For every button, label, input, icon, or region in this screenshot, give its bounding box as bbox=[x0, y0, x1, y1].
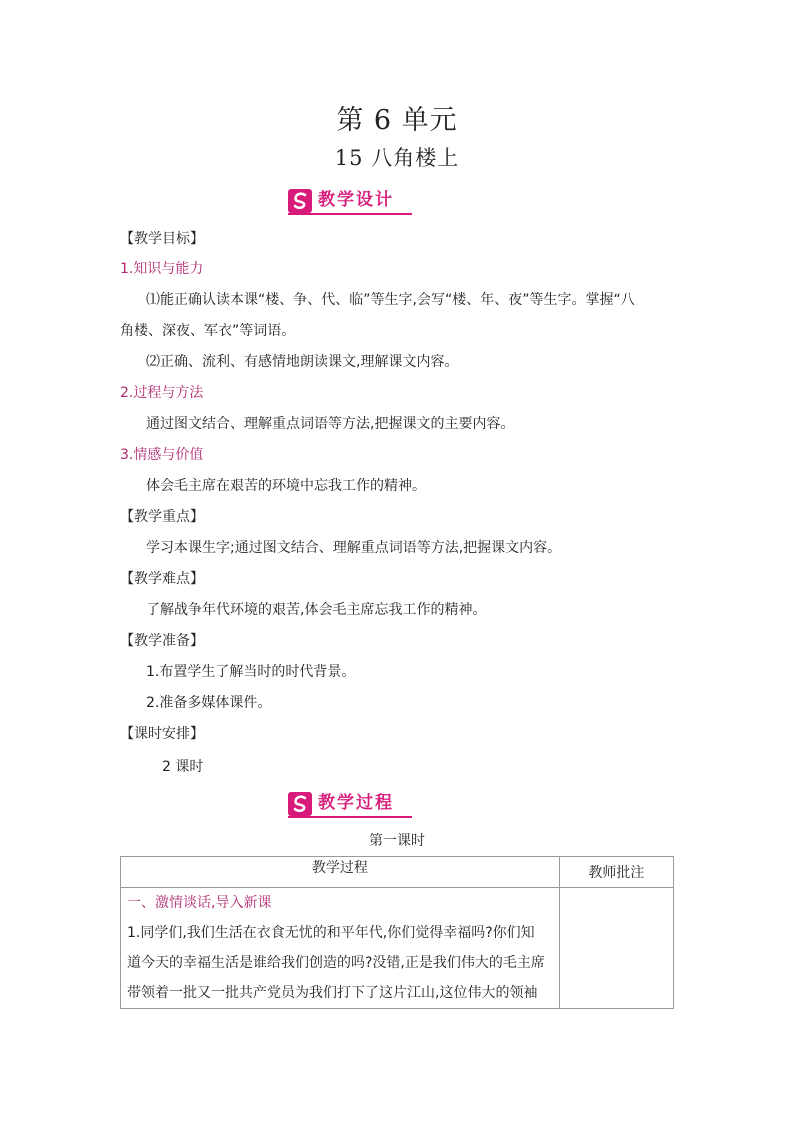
knowledge-item1-line2: 角楼、深夜、军衣”等词语。 bbox=[120, 323, 296, 339]
step-title: 一、激情谈话,导入新课 bbox=[127, 895, 272, 911]
preparation-heading: 【教学准备】 bbox=[120, 633, 204, 649]
section-banner-label: 教学过程 bbox=[318, 793, 394, 813]
lesson-title: 15 八角楼上 bbox=[334, 146, 460, 170]
section-banner-process bbox=[288, 792, 412, 816]
section-banner-label: 教学设计 bbox=[318, 190, 394, 210]
table-row bbox=[121, 888, 674, 1009]
table-header-row bbox=[121, 857, 674, 888]
first-lesson-title: 第一课时 bbox=[369, 833, 425, 849]
process-method-text: 通过图文结合、理解重点词语等方法,把握课文的主要内容。 bbox=[146, 416, 515, 432]
knowledge-item2: ⑵正确、流利、有感情地朗读课文,理解课文内容。 bbox=[146, 354, 459, 370]
section-logo-icon bbox=[288, 189, 312, 213]
para-line: 道今天的幸福生活是谁给我们创造的吗?没错,正是我们伟大的毛主席 bbox=[127, 955, 545, 971]
goals-heading: 【教学目标】 bbox=[120, 231, 204, 247]
para-line: 带领着一批又一批共产党员为我们打下了这片江山,这位伟大的领袖 bbox=[127, 985, 538, 1001]
col-header-notes: 教师批注 bbox=[559, 857, 673, 888]
key-points-heading: 【教学重点】 bbox=[120, 509, 204, 525]
emotion-text: 体会毛主席在艰苦的环境中忘我工作的精神。 bbox=[146, 478, 426, 494]
schedule-text: 2 课时 bbox=[162, 759, 204, 775]
section-banner-underline bbox=[288, 816, 412, 818]
process-cell bbox=[121, 888, 560, 1009]
knowledge-title: 1.知识与能力 bbox=[120, 261, 204, 277]
section-banner-design bbox=[288, 189, 412, 213]
process-method-title: 2.过程与方法 bbox=[120, 385, 204, 401]
notes-cell bbox=[559, 888, 673, 1009]
teaching-process-table bbox=[120, 856, 674, 1009]
section-banner-underline bbox=[288, 213, 412, 215]
difficulties-heading: 【教学难点】 bbox=[120, 571, 204, 587]
para-line: 1.同学们,我们生活在衣食无忧的和平年代,你们觉得幸福吗?你们知 bbox=[127, 925, 535, 941]
preparation-item1: 1.布置学生了解当时的时代背景。 bbox=[146, 664, 356, 680]
key-points-text: 学习本课生字;通过图文结合、理解重点词语等方法,把握课文内容。 bbox=[146, 540, 562, 556]
difficulties-text: 了解战争年代环境的艰苦,体会毛主席忘我工作的精神。 bbox=[146, 602, 487, 618]
col-header-process: 教学过程 bbox=[121, 857, 560, 888]
schedule-heading: 【课时安排】 bbox=[120, 726, 204, 742]
knowledge-item1-line1: ⑴能正确认读本课“楼、争、代、临”等生字,会写“楼、年、夜”等生字。掌握“八 bbox=[146, 292, 635, 308]
emotion-title: 3.情感与价值 bbox=[120, 447, 204, 463]
section-logo-icon bbox=[288, 792, 312, 816]
unit-title: 第 6 单元 bbox=[336, 105, 458, 136]
preparation-item2: 2.准备多媒体课件。 bbox=[146, 695, 272, 711]
